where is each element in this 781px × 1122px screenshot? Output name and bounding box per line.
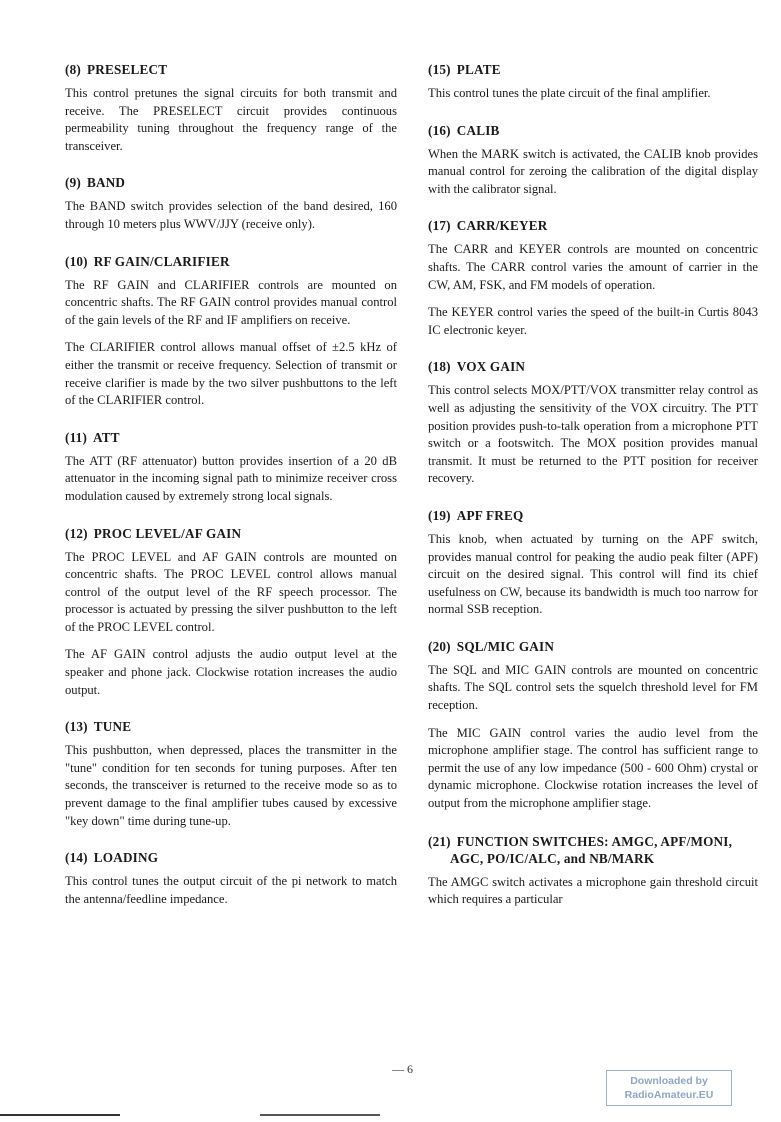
section-heading: (19) APF FREQ — [428, 507, 524, 523]
section-plate — [428, 62, 758, 103]
section-heading: (18) VOX GAIN — [428, 359, 526, 375]
section-tune — [65, 719, 397, 830]
paragraph: The AMGC switch activates a microphone gain threshold circuit which requires a particular — [428, 874, 758, 907]
paragraph: The RF GAIN and CLARIFIER controls are mounted on concentric shafts. The RF GAIN control provides manual control of the gain levels of the RF and IF amplifiers on receive. — [65, 277, 397, 327]
section-heading: (8) PRESELECT — [65, 62, 168, 77]
paragraph: This knob, when actuated by turning on the APF switch, provides manual control for peaking the audio peak filter (APF) circuit on the desired signal. This control will find its chief usefulness on CW, because its bandwidth is much too narrow for normal SSB reception. — [428, 531, 758, 617]
paragraph: The PROC LEVEL and AF GAIN controls are mounted on concentric shafts. The PROC LEVEL control allows manual control of the output level of the RF speech processor. The processor is actuated by pressing the silver pushbutton to the left of the PROC LEVEL control. — [65, 549, 397, 634]
section-heading: (9) BAND — [65, 175, 126, 191]
section-heading: (14) LOADING — [65, 850, 159, 866]
section-proc-level-af-gain — [65, 526, 397, 700]
section-heading: (20) SQL/MIC GAIN — [428, 638, 555, 654]
section-calib — [428, 123, 758, 199]
bottom-rule — [0, 1114, 781, 1116]
paragraph: This control tunes the output circuit of the pi network to match the antenna/feedline impedance. — [65, 874, 397, 906]
section-heading: (16) CALIB — [428, 122, 500, 138]
paragraph: This control pretunes the signal circuits for both transmit and receive. The PRESELECT circuit provides continuous permeability tuning throughout the frequency range of the transceiver. — [65, 86, 397, 153]
paragraph: The AF GAIN control adjusts the audio output level at the speaker and phone jack. Clockwise rotation increases the audio output. — [65, 647, 397, 697]
stamp-line: RadioAmateur.EU — [624, 1089, 714, 1101]
section-band — [65, 175, 397, 233]
paragraph: This pushbutton, when depressed, places the transmitter in the "tune" condition for ten seconds for tuning purposes. After ten seconds, the transceiver is returned to the receive mode so as to prevent damage to the final amplifier tubes caused by excessive "key down" time during tune-up. — [65, 743, 397, 828]
section-function-switches — [428, 833, 758, 909]
paragraph: The KEYER control varies the speed of the built-in Curtis 8043 IC electronic keyer. — [428, 305, 758, 337]
section-preselect — [65, 62, 397, 155]
section-heading: (11) ATT — [65, 429, 120, 445]
paragraph: The BAND switch provides selection of the band desired, 160 through 10 meters plus WWV/JJY (receive only). — [65, 199, 397, 231]
section-loading — [65, 850, 397, 908]
paragraph: When the MARK switch is activated, the CALIB knob provides manual control for zeroing the calibration of the digital display with the calibrator signal. — [428, 146, 758, 196]
left-column — [65, 62, 397, 928]
page-number: — 6 — [392, 1062, 413, 1076]
section-apf-freq — [428, 508, 758, 619]
section-sql-mic-gain — [428, 639, 758, 813]
section-carr-keyer — [428, 218, 758, 339]
paragraph: This control selects MOX/PTT/VOX transmitter relay control as well as adjusting the sensitivity of the VOX circuitry. The PTT position provides push-to-talk operation from a microphone PTT switch or a footswitch. The MOX position provides manual transmit. It must be returned to the PTT position for receiver recovery. — [428, 383, 758, 486]
section-att — [65, 430, 397, 506]
paragraph: The SQL and MIC GAIN controls are mounted on concentric shafts. The SQL control sets the squelch threshold level for FM reception. — [428, 662, 758, 713]
section-heading: (13) TUNE — [65, 719, 132, 735]
paragraph: The MIC GAIN control varies the audio level from the microphone amplifier stage. The control has sufficient range to permit the use of any low impedance (500 - 600 Ohm) crystal or dynamic microphone. Clockwise rotation increases the level of output from the microphone amplifier stage. — [428, 725, 758, 811]
section-heading: (15) PLATE — [428, 62, 501, 77]
right-column — [428, 62, 758, 929]
section-heading: (12) PROC LEVEL/AF GAIN — [65, 525, 242, 541]
section-heading: (21) FUNCTION SWITCHES: AMGC, APF/MONI, AGC, PO/IC/ALC, and NB/MARK — [428, 833, 733, 866]
section-heading: (10) RF GAIN/CLARIFIER — [65, 253, 230, 269]
section-vox-gain — [428, 359, 758, 488]
section-heading: (17) CARR/KEYER — [428, 218, 548, 234]
paragraph: The CLARIFIER control allows manual offset of ±2.5 kHz of either the transmit or receive frequency. Selection of transmit or receive clarifier is made by the two silver pushbuttons to the left of the CLARIFIER control. — [65, 340, 397, 408]
section-rf-gain-clarifier — [65, 254, 397, 410]
download-stamp — [606, 1070, 732, 1106]
stamp-line: Downloaded by — [630, 1075, 708, 1087]
paragraph: The CARR and KEYER controls are mounted on concentric shafts. The CARR control varies the amount of carrier in the CW, AM, FSK, and FM models of operation. — [428, 242, 758, 292]
paragraph: The ATT (RF attenuator) button provides insertion of a 20 dB attenuator in the incoming signal path to minimize receiver cross modulation caused by extremely strong local signals. — [65, 453, 397, 503]
paragraph: This control tunes the plate circuit of the final amplifier. — [428, 86, 711, 100]
